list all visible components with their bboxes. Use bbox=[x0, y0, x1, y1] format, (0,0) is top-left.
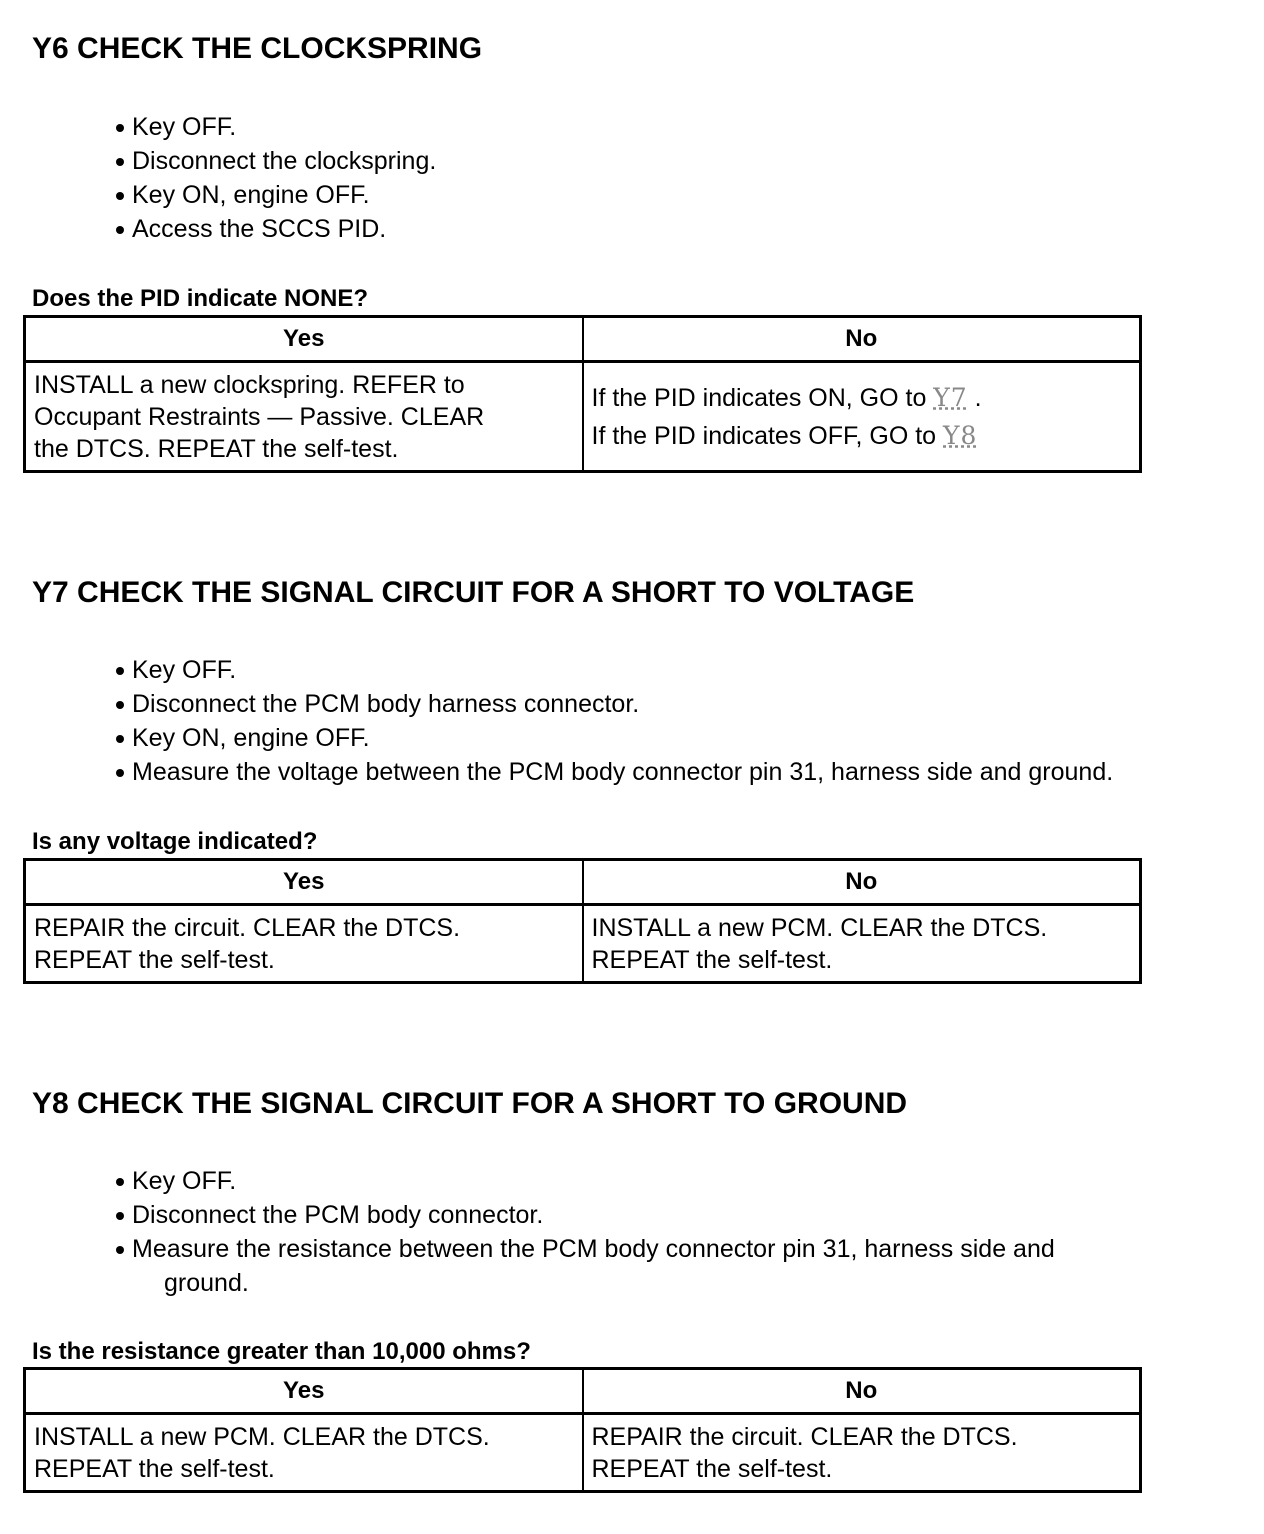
bullet-icon bbox=[116, 124, 124, 132]
question: Does the PID indicate NONE? bbox=[32, 285, 369, 312]
bullet-icon bbox=[116, 1246, 124, 1254]
no-cell: If the PID indicates ON, GO to Y7 . If the PID indicates OFF, GO to Y8 bbox=[583, 362, 1141, 472]
step-item: Key ON, engine OFF. bbox=[114, 721, 1113, 755]
section-title: Y6 CHECK THE CLOCKSPRING bbox=[32, 32, 483, 65]
yes-cell: INSTALL a new clockspring. REFER to Occupant Restraints — Passive. CLEAR the DTCS. REPEAT the self-test. bbox=[25, 362, 583, 472]
section-title: Y7 CHECK THE SIGNAL CIRCUIT FOR A SHORT TO VOLTAGE bbox=[32, 576, 915, 609]
bullet-icon bbox=[116, 1178, 124, 1186]
step-list bbox=[114, 653, 1113, 789]
question: Is the resistance greater than 10,000 ohms? bbox=[32, 1338, 531, 1365]
no-header: No bbox=[583, 1369, 1141, 1414]
yes-header: Yes bbox=[25, 317, 583, 362]
no-cell: INSTALL a new PCM. CLEAR the DTCS. REPEAT the self-test. bbox=[583, 905, 1141, 983]
step-item: Key ON, engine OFF. bbox=[114, 178, 436, 212]
bullet-icon bbox=[116, 192, 124, 200]
section-title: Y8 CHECK THE SIGNAL CIRCUIT FOR A SHORT TO GROUND bbox=[32, 1087, 908, 1120]
yes-cell: REPAIR the circuit. CLEAR the DTCS. REPEAT the self-test. bbox=[25, 905, 583, 983]
yes-no-table bbox=[23, 315, 1142, 473]
no-header: No bbox=[583, 860, 1141, 905]
step-item: Disconnect the PCM body connector. bbox=[114, 1198, 1055, 1232]
bullet-icon bbox=[116, 735, 124, 743]
no-cell: REPAIR the circuit. CLEAR the DTCS. REPEAT the self-test. bbox=[583, 1414, 1141, 1492]
step-item: Key OFF. bbox=[114, 1164, 1055, 1198]
yes-header: Yes bbox=[25, 860, 583, 905]
step-item: Disconnect the PCM body harness connector. bbox=[114, 687, 1113, 721]
no-header: No bbox=[583, 317, 1141, 362]
yes-header: Yes bbox=[25, 1369, 583, 1414]
bullet-icon bbox=[116, 701, 124, 709]
yes-no-table bbox=[23, 858, 1142, 984]
yes-no-table bbox=[23, 1367, 1142, 1493]
bullet-icon bbox=[116, 226, 124, 234]
step-item: Key OFF. bbox=[114, 110, 436, 144]
bullet-icon bbox=[116, 158, 124, 166]
question: Is any voltage indicated? bbox=[32, 828, 318, 855]
step-item: Disconnect the clockspring. bbox=[114, 144, 436, 178]
step-item: Measure the resistance between the PCM body connector pin 31, harness side and ground. bbox=[114, 1232, 1055, 1300]
step-item: Access the SCCS PID. bbox=[114, 212, 436, 246]
step-item: Measure the voltage between the PCM body connector pin 31, harness side and ground. bbox=[114, 755, 1113, 789]
yes-cell: INSTALL a new PCM. CLEAR the DTCS. REPEAT the self-test. bbox=[25, 1414, 583, 1492]
goto-y7-link[interactable]: Y7 bbox=[933, 382, 968, 412]
bullet-icon bbox=[116, 1212, 124, 1220]
step-list bbox=[114, 1164, 1055, 1300]
bullet-icon bbox=[116, 667, 124, 675]
goto-y8-link[interactable]: Y8 bbox=[943, 420, 978, 450]
bullet-icon bbox=[116, 769, 124, 777]
step-item: Key OFF. bbox=[114, 653, 1113, 687]
step-list bbox=[114, 110, 436, 246]
